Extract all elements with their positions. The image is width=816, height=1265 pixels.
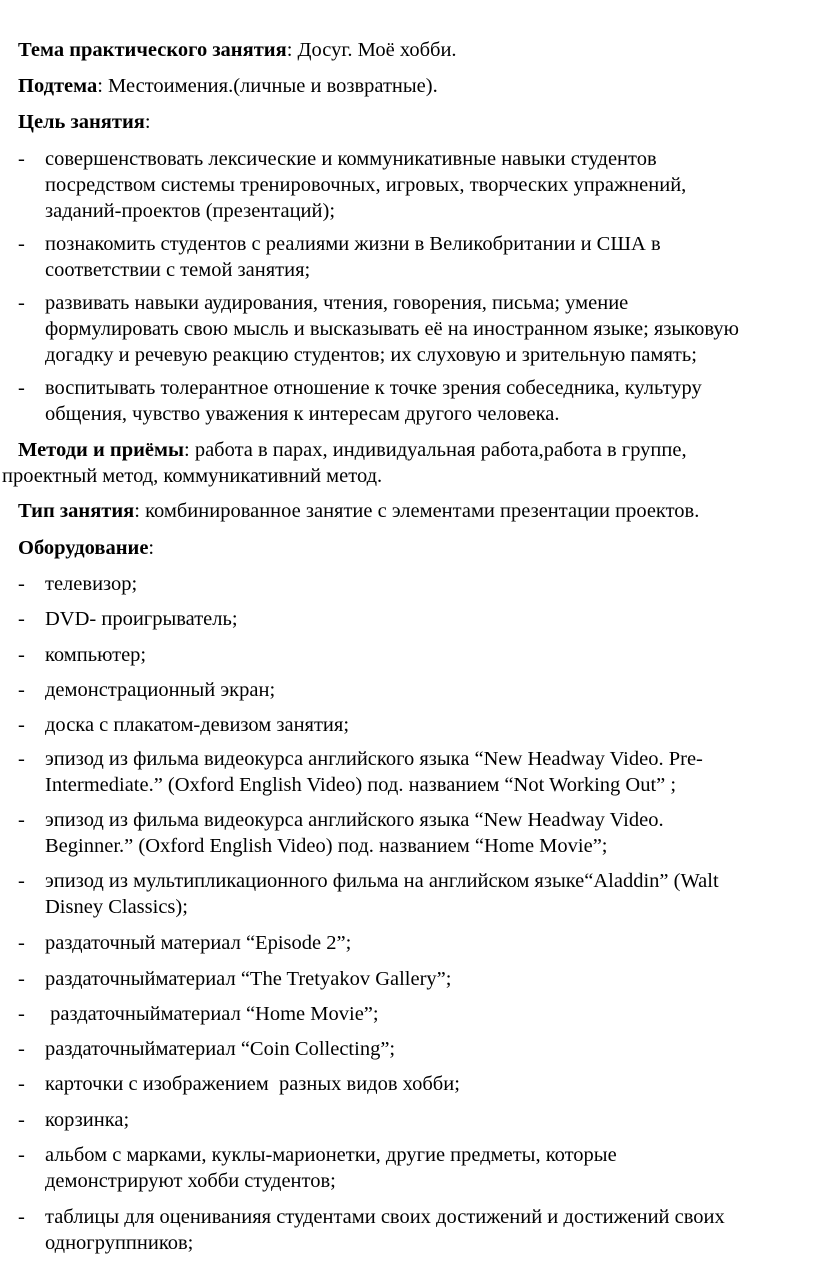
equipment-item-line: эпизод из фильма видеокурса английского языка “New Headway Video.: [45, 809, 664, 831]
bullet-dash: -: [18, 644, 25, 666]
methods-line: [18, 437, 687, 463]
equipment-item-line: Disney Classics);: [45, 896, 188, 918]
equipment-heading: [18, 535, 154, 561]
methods-sep: :: [183, 439, 190, 461]
bullet-dash: -: [18, 233, 25, 255]
equipment-item-line: одногруппников;: [45, 1232, 194, 1254]
bullet-dash: -: [18, 932, 25, 954]
goal-item-line: догадку и речевую реакцию студентов; их слуховую и зрительную память;: [45, 344, 697, 366]
lesson-type-sep: :: [134, 500, 140, 522]
bullet-dash: -: [18, 870, 25, 892]
bullet-dash: -: [18, 1206, 25, 1228]
bullet-dash: -: [18, 1003, 25, 1025]
bullet-dash: -: [18, 608, 25, 630]
goal-sep: :: [144, 111, 151, 133]
equipment-item-line: Intermediate.” (Oxford English Video) под. названием “Not Working Out” ;: [45, 774, 677, 796]
goal-label: Цель занятия: [18, 111, 145, 133]
equipment-item-line: альбом с марками, куклы-марионетки, другие предметы, которые: [45, 1144, 617, 1166]
methods-line-continued: проектный метод, коммуникативний метод.: [2, 465, 383, 487]
subtopic-line: [18, 73, 438, 99]
bullet-dash: -: [18, 1073, 25, 1095]
methods-value: работа в парах, индивидуальная работа,работа в группе,: [189, 439, 687, 461]
topic-value: Досуг. Моё хобби.: [292, 39, 457, 61]
topic-sep: :: [286, 39, 293, 61]
equipment-item-line: компьютер;: [45, 644, 147, 666]
goal-item-line: совершенствовать лексические и коммуникативные навыки студентов: [45, 148, 657, 170]
bullet-dash: -: [18, 1109, 25, 1131]
bullet-dash: -: [18, 377, 25, 399]
equipment-item-line: корзинка;: [45, 1109, 130, 1131]
equipment-item-line: демонстрационный экран;: [45, 679, 276, 701]
subtopic-sep: :: [97, 75, 103, 97]
equipment-item-line: раздаточныйматериал “The Tretyakov Gallery”;: [45, 968, 452, 990]
lesson-type-line: [18, 498, 699, 524]
subtopic-label: Подтема: [18, 75, 98, 97]
bullet-dash: -: [18, 292, 25, 314]
bullet-dash: -: [18, 714, 25, 736]
bullet-dash: -: [18, 809, 25, 831]
equipment-item-line: раздаточный материал “Episode 2”;: [45, 932, 352, 954]
methods-label: Методи и приёмы: [18, 439, 184, 461]
subtopic-value: Местоимения.(личные и возвратные).: [102, 75, 438, 97]
equipment-item-line: телевизор;: [45, 573, 138, 595]
equipment-item-line: DVD- проигрыватель;: [45, 608, 238, 630]
goal-item-line: формулировать свою мысль и высказывать её на иностранном языке; языковую: [45, 318, 739, 340]
bullet-dash: -: [18, 968, 25, 990]
bullet-dash: -: [18, 748, 25, 770]
equipment-item-line: Beginner.” (Oxford English Video) под. названием “Home Movie”;: [45, 835, 608, 857]
goal-item-line: соответствии с темой занятия;: [45, 259, 311, 281]
goal-heading: [18, 109, 151, 135]
equipment-item-line: раздаточныйматериал “Home Movie”;: [45, 1003, 379, 1025]
equipment-item-line: таблицы для оцениванияя студентами своих достижений и достижений своих: [45, 1206, 725, 1228]
goal-item-line: посредством системы тренировочных, игровых, творческих упражнений,: [45, 174, 687, 196]
bullet-dash: -: [18, 679, 25, 701]
bullet-dash: -: [18, 1038, 25, 1060]
bullet-dash: -: [18, 148, 25, 170]
equipment-item-line: эпизод из мультипликационного фильма на английском языке“Aladdin” (Walt: [45, 870, 719, 892]
bullet-dash: -: [18, 1144, 25, 1166]
equipment-sep: :: [148, 537, 155, 559]
lesson-type-value: комбинированное занятие с элементами презентации проектов.: [139, 500, 700, 522]
topic-line: [18, 37, 457, 63]
equipment-item-line: доска с плакатом-девизом занятия;: [45, 714, 350, 736]
goal-item-line: общения, чувство уважения к интересам другого человека.: [45, 403, 560, 425]
goal-item-line: заданий-проектов (презентаций);: [45, 200, 336, 222]
equipment-item-line: демонстрируют хобби студентов;: [45, 1170, 336, 1192]
goal-item-line: познакомить студентов с реалиями жизни в Великобритании и США в: [45, 233, 661, 255]
goal-item-line: воспитывать толерантное отношение к точке зрения собеседника, культуру: [45, 377, 702, 399]
bullet-dash: -: [18, 573, 25, 595]
equipment-label: Оборудование: [18, 537, 149, 559]
lesson-type-label: Тип занятия: [18, 500, 135, 522]
goal-item-line: развивать навыки аудирования, чтения, говорения, письма; умение: [45, 292, 629, 314]
topic-label: Тема практического занятия: [18, 39, 287, 61]
equipment-item-line: эпизод из фильма видеокурса английского языка “New Headway Video. Pre-: [45, 748, 703, 770]
equipment-item-line: карточки с изображением разных видов хобби;: [45, 1073, 460, 1095]
equipment-item-line: раздаточныйматериал “Coin Collecting”;: [45, 1038, 396, 1060]
